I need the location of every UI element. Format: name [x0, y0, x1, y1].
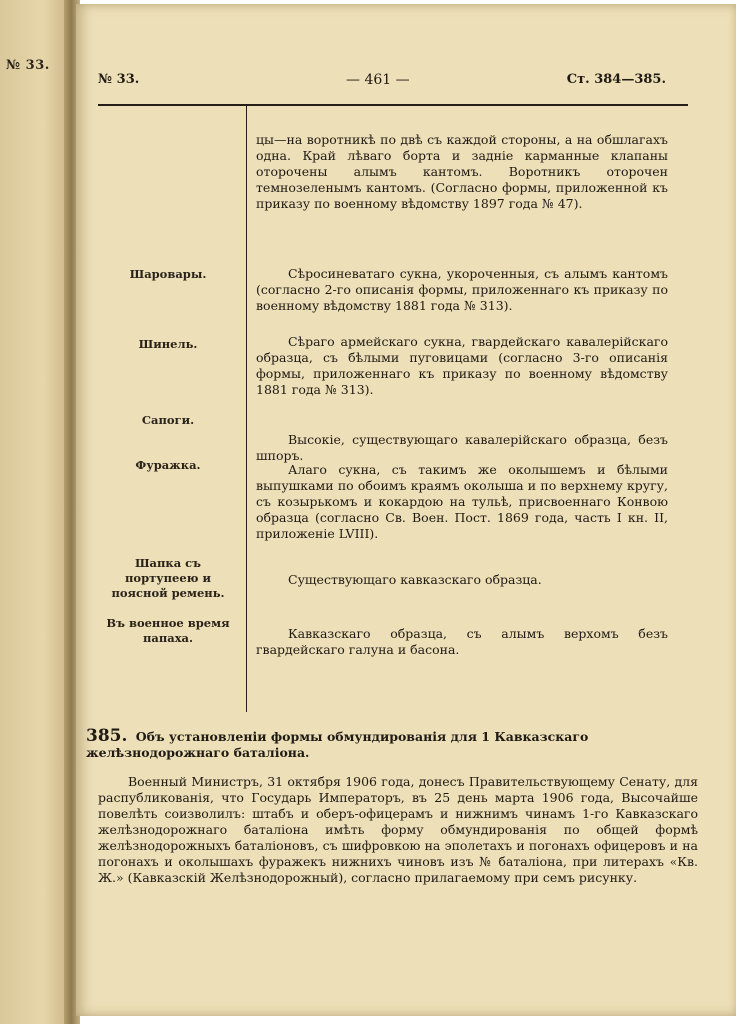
previous-page-edge: [0, 0, 72, 1024]
uniform-row-label-cap: Фуражка.: [135, 458, 201, 472]
header-rule: [98, 104, 688, 106]
issue-number: № 33.: [98, 72, 140, 87]
uniform-row-continuation-text: цы—на воротникѣ по двѣ съ каждой стороны, а на обшлагахъ одна. Край лѣваго борта и заднiе карманные клапаны оторочены алымъ кантомъ. Воротникъ оторочен темнозеленымъ кантомъ. (Согласно формы, приложенной къ приказу по военному вѣдомству 1897 года № 47).: [256, 132, 668, 211]
uniform-row-label-boots: Сапоги.: [141, 413, 195, 427]
page-edge: [740, 0, 747, 1024]
section-title: Объ установленiи формы обмундированiя для 1 Кавказскаго желѣзнодорожнаго баталiона.: [86, 729, 589, 760]
previous-page-number: № 33.: [6, 58, 50, 73]
uniform-row-text-trousers: Сѣросиневатаго сукна, укороченныя, съ алымъ кантомъ (согласно 2-го описанiя формы, приложеннаго къ приказу по военному вѣдомству 1881 года № 313).: [256, 266, 668, 313]
uniform-row-text-greatcoat: Сѣраго армейскаго сукна, гвардейскаго кавалерiйскаго образца, съ бѣлыми пуговицами (согласно 3-го описанiя формы, приложеннаго къ приказу по военному вѣдомству 1881 года № 313).: [256, 334, 668, 397]
document-page: [76, 4, 736, 1016]
uniform-row-label-trousers: Шаровары.: [129, 267, 207, 281]
uniform-row-label-greatcoat: Шинель.: [138, 337, 198, 351]
article-range: Ст. 384—385.: [566, 72, 666, 87]
section-number: 385.: [86, 726, 128, 746]
uniform-row-text-boots: Высокiе, существующаго кавалерiйскаго образца, безъ шпоръ.: [256, 432, 668, 463]
uniform-row-label-hat-belt: Шапка съ портупеею и поясной ремень.: [111, 556, 225, 600]
column-divider: [246, 106, 247, 712]
uniform-row-text-papakha: Кавказскаго образца, съ алымъ верхомъ безъ гвардейскаго галуна и басона.: [256, 626, 668, 657]
uniform-row-label-papakha: Въ военное время папаха.: [106, 616, 230, 645]
page-number: — 461 —: [346, 72, 410, 88]
uniform-row-text-cap: Алаго сукна, съ такимъ же околышемъ и бѣлыми выпушками по обоимъ краямъ околыша и по верхнему кругу, съ козырькомъ и кокардою на тульѣ, присвоеннаго Конвою образца (согласно Св. Воен. Пост. 1869 года, часть I кн. II, приложенiе LVIII).: [256, 462, 668, 541]
uniform-row-text-hat-belt: Существующаго кавказскаго образца.: [288, 572, 542, 587]
section-heading: [86, 728, 686, 761]
section-body: Военный Министръ, 31 октября 1906 года, донесъ Правительствующему Сенату, для распубликованiя, что Государь Императоръ, въ 25 день марта 1906 года, Высочайше повелѣть соизволилъ: штабъ и оберъ-офицерамъ и нижнимъ чинамъ 1-го Кавказскаго желѣзнодорожнаго баталiона имѣть форму обмундированiя по общей формѣ желѣзнодорожныхъ баталiоновъ, съ шифровкою на эполетахъ и погонахъ офицеровъ и на погонахъ и околышахъ фуражекъ нижнихъ чиновъ изъ № баталiона, при литерахъ «Кв. Ж.» (Кавказскiй Желѣзнодорожный), согласно прилагаемому при семъ рисунку.: [98, 774, 698, 885]
